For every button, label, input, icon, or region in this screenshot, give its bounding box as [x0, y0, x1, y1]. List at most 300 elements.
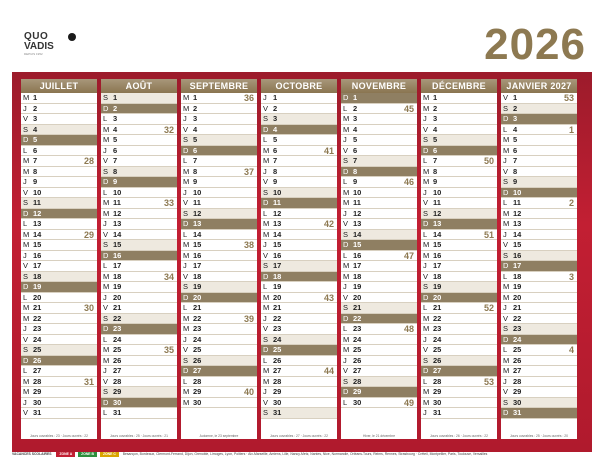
day-row [21, 251, 97, 262]
brand-logo [24, 32, 84, 62]
day-number: 9 [513, 177, 518, 186]
day-number: 4 [33, 124, 38, 134]
day-number: 28 [353, 376, 362, 386]
day-row [421, 135, 497, 146]
day-row [421, 345, 497, 356]
day-row [421, 387, 497, 398]
day-row [261, 167, 337, 178]
day-row [501, 293, 577, 304]
day-number: 3 [273, 114, 278, 123]
day-row [501, 303, 577, 314]
day-number: 18 [353, 271, 362, 281]
day-letter: L [103, 187, 108, 197]
day-number: 19 [113, 282, 122, 291]
day-row [101, 135, 177, 146]
footer-text: Besançon, Bordeaux, Clermont-Ferrand, Dijon, Grenoble, Limoges, Lyon, Poitiers · Aix-Marseille, Amiens, Lille, Nancy-Metz, Nantes, Nice, Normandie, Orléans-Tours, Reims, Rennes, Strasbourg · Créteil, Montpellier, Paris, Toulouse, Versailles [122, 452, 488, 456]
week-number: 30 [83, 303, 94, 313]
day-number: 23 [273, 324, 282, 333]
day-row [261, 146, 337, 157]
day-letter: V [23, 261, 29, 270]
day-row [181, 335, 257, 346]
day-number: 13 [113, 219, 122, 228]
brand-mark-icon [68, 33, 76, 41]
day-number: 1 [433, 93, 438, 102]
day-number: 27 [273, 366, 282, 375]
day-number: 27 [513, 366, 522, 375]
day-number: 29 [513, 387, 522, 396]
day-letter: V [343, 366, 349, 375]
day-row [181, 188, 257, 199]
day-row [421, 282, 497, 293]
day-number: 13 [353, 219, 362, 228]
day-number: 4 [193, 124, 198, 134]
day-letter: M [423, 177, 430, 186]
day-letter: M [183, 397, 190, 407]
day-letter: D [503, 187, 509, 197]
day-row [421, 303, 497, 314]
day-row [501, 156, 577, 167]
day-row [421, 177, 497, 188]
month-header: SEPTEMBRE [181, 79, 257, 93]
day-row [341, 272, 417, 283]
day-letter: L [23, 366, 28, 375]
day-row [181, 356, 257, 367]
day-letter: L [23, 292, 28, 302]
day-letter: M [343, 271, 350, 281]
day-letter: M [183, 250, 190, 260]
day-row [181, 272, 257, 283]
day-letter: M [183, 387, 190, 396]
day-letter: M [423, 250, 430, 260]
day-letter: V [103, 376, 109, 386]
day-number: 23 [433, 324, 442, 333]
day-number: 18 [33, 271, 42, 281]
day-number: 22 [513, 313, 522, 323]
day-row [501, 251, 577, 262]
week-number: 35 [163, 345, 174, 355]
day-row [341, 219, 417, 230]
day-row [101, 240, 177, 251]
day-row [421, 188, 497, 199]
day-row [181, 114, 257, 125]
day-letter: D [23, 282, 29, 291]
day-letter: S [103, 93, 109, 102]
day-row [101, 146, 177, 157]
day-letter: D [23, 208, 29, 218]
day-row [261, 125, 337, 136]
day-letter: S [263, 187, 269, 197]
day-letter: J [263, 240, 267, 249]
day-number: 13 [193, 219, 202, 228]
day-row [101, 167, 177, 178]
day-number: 10 [513, 187, 522, 197]
day-number: 22 [433, 313, 442, 323]
day-row [21, 114, 97, 125]
day-letter: M [423, 240, 430, 249]
day-letter: V [423, 345, 429, 354]
month-header: DÉCEMBRE [421, 79, 497, 93]
day-letter: J [343, 208, 347, 218]
week-number: 37 [243, 166, 254, 177]
day-letter: M [183, 313, 190, 323]
day-number: 5 [33, 135, 38, 144]
day-letter: S [23, 271, 29, 281]
day-letter: M [23, 93, 30, 102]
day-row [341, 335, 417, 346]
month-header: JUILLET [21, 79, 97, 93]
day-letter: M [103, 124, 110, 134]
day-letter: M [23, 156, 30, 165]
day-row [501, 167, 577, 178]
day-letter: M [343, 345, 350, 354]
day-row [261, 377, 337, 388]
day-number: 15 [513, 240, 522, 249]
day-row [501, 272, 577, 283]
day-row [421, 93, 497, 104]
day-letter: M [263, 303, 270, 312]
day-row [181, 146, 257, 157]
day-row [21, 240, 97, 251]
day-letter: S [503, 103, 509, 113]
day-number: 30 [113, 397, 122, 407]
zone-badge: ZONE A [56, 452, 75, 457]
day-letter: M [503, 145, 510, 155]
day-row [501, 93, 577, 104]
day-number: 1 [273, 93, 278, 102]
day-list [181, 93, 257, 408]
day-letter: M [23, 387, 30, 396]
day-number: 2 [513, 103, 518, 113]
day-row [181, 135, 257, 146]
day-letter: M [183, 93, 190, 102]
day-letter: V [23, 334, 29, 344]
day-number: 24 [353, 334, 362, 344]
day-letter: V [263, 177, 269, 186]
day-row [101, 251, 177, 262]
day-letter: M [503, 219, 510, 228]
day-letter: L [183, 376, 188, 386]
day-number: 20 [513, 292, 522, 302]
day-number: 25 [353, 345, 362, 354]
day-number: 4 [273, 124, 278, 134]
day-letter: J [183, 334, 187, 344]
day-row [501, 366, 577, 377]
day-number: 9 [433, 177, 438, 186]
day-letter: L [423, 156, 428, 165]
day-letter: D [103, 177, 109, 186]
day-row [181, 366, 257, 377]
week-number: 48 [403, 324, 414, 334]
day-letter: M [423, 166, 430, 176]
week-number: 50 [483, 156, 494, 166]
week-number: 49 [403, 397, 414, 408]
day-row [261, 366, 337, 377]
day-number: 16 [433, 250, 442, 260]
day-row [261, 230, 337, 241]
week-number: 3 [568, 271, 574, 282]
day-letter: V [503, 93, 509, 102]
day-letter: M [503, 355, 510, 365]
day-number: 21 [433, 303, 442, 312]
week-number: 39 [243, 313, 254, 324]
day-number: 21 [513, 303, 522, 312]
day-row [341, 198, 417, 209]
day-number: 6 [433, 145, 438, 155]
day-letter: J [103, 292, 107, 302]
day-row [21, 135, 97, 146]
day-letter: M [423, 313, 430, 323]
day-letter: L [343, 397, 348, 407]
day-number: 11 [353, 198, 361, 207]
day-number: 19 [33, 282, 42, 291]
day-row [21, 356, 97, 367]
day-letter: V [343, 219, 349, 228]
day-row [501, 387, 577, 398]
day-row [341, 104, 417, 115]
week-number: 41 [323, 145, 334, 156]
day-row [101, 366, 177, 377]
day-row [261, 303, 337, 314]
day-number: 17 [33, 261, 42, 270]
day-row [181, 324, 257, 335]
day-row [341, 188, 417, 199]
day-letter: L [503, 124, 508, 134]
day-number: 28 [33, 376, 42, 386]
day-number: 31 [433, 408, 442, 417]
day-letter: L [503, 271, 508, 281]
day-row [261, 324, 337, 335]
day-row [341, 125, 417, 136]
day-number: 31 [513, 408, 522, 417]
day-list [21, 93, 97, 419]
day-row [101, 408, 177, 419]
day-letter: L [103, 114, 108, 123]
day-number: 17 [113, 261, 122, 270]
day-number: 9 [353, 177, 358, 186]
day-row [261, 398, 337, 409]
month-header: AOÛT [101, 79, 177, 93]
day-number: 6 [113, 145, 118, 155]
day-number: 24 [433, 334, 442, 344]
day-number: 14 [273, 229, 282, 239]
day-number: 31 [273, 408, 282, 417]
day-letter: J [183, 114, 187, 123]
day-number: 11 [33, 198, 41, 207]
day-letter: S [343, 376, 349, 386]
day-row [501, 398, 577, 409]
day-letter: J [263, 313, 267, 323]
day-row [181, 93, 257, 104]
day-number: 18 [513, 271, 522, 281]
day-letter: M [23, 376, 30, 386]
day-number: 5 [353, 135, 358, 144]
day-row [261, 345, 337, 356]
day-number: 1 [33, 93, 38, 102]
day-letter: J [263, 93, 267, 102]
day-letter: D [423, 219, 429, 228]
day-letter: M [103, 282, 110, 291]
day-letter: D [423, 292, 429, 302]
day-number: 26 [33, 355, 42, 365]
day-letter: V [503, 240, 509, 249]
day-row [501, 209, 577, 220]
day-letter: M [23, 166, 30, 176]
day-number: 5 [273, 135, 278, 144]
day-row [101, 345, 177, 356]
day-letter: M [343, 261, 350, 270]
day-number: 11 [113, 198, 121, 207]
day-row [421, 104, 497, 115]
day-row [501, 198, 577, 209]
day-number: 31 [113, 408, 122, 417]
day-letter: D [263, 124, 269, 134]
month-column [501, 79, 577, 439]
zones-list [56, 452, 121, 456]
day-number: 2 [273, 103, 278, 113]
day-number: 28 [113, 376, 122, 386]
day-row [101, 104, 177, 115]
day-letter: D [263, 345, 269, 354]
day-row [421, 125, 497, 136]
day-number: 21 [113, 303, 122, 312]
day-number: 10 [273, 187, 282, 197]
day-list [501, 93, 577, 419]
week-number: 43 [323, 292, 334, 303]
day-row [181, 125, 257, 136]
day-number: 26 [353, 355, 362, 365]
day-row [181, 261, 257, 272]
brand-line1: QUO [24, 31, 49, 42]
day-number: 9 [273, 177, 278, 186]
day-row [341, 293, 417, 304]
day-number: 4 [513, 124, 518, 134]
week-number: 52 [483, 303, 494, 313]
week-number: 1 [568, 124, 574, 135]
day-letter: V [503, 313, 509, 323]
day-number: 22 [353, 313, 362, 323]
day-row [101, 293, 177, 304]
day-number: 28 [433, 376, 442, 386]
day-number: 24 [513, 334, 522, 344]
day-row [21, 177, 97, 188]
day-row [261, 93, 337, 104]
month-footnote: Jours ouvrables : 27 · Jours ouvrés : 22 [270, 434, 328, 438]
day-row [181, 209, 257, 220]
day-number: 15 [273, 240, 282, 249]
day-row [501, 114, 577, 125]
month-column [421, 79, 497, 439]
day-row [261, 104, 337, 115]
day-letter: M [183, 324, 190, 333]
day-letter: S [183, 355, 189, 365]
day-number: 16 [353, 250, 362, 260]
day-row [261, 335, 337, 346]
day-letter: J [423, 114, 427, 123]
week-number: 32 [163, 124, 174, 135]
day-row [181, 314, 257, 325]
day-number: 4 [353, 124, 358, 134]
day-row [21, 324, 97, 335]
day-number: 14 [113, 229, 122, 239]
day-row [261, 240, 337, 251]
day-letter: D [343, 387, 349, 396]
day-number: 26 [113, 355, 122, 365]
day-letter: J [423, 187, 427, 197]
day-row [421, 356, 497, 367]
day-letter: S [423, 282, 429, 291]
school-holidays-footer [12, 452, 592, 462]
day-letter: J [263, 387, 267, 396]
day-letter: M [23, 240, 30, 249]
day-number: 28 [193, 376, 202, 386]
day-letter: L [423, 303, 428, 312]
day-number: 7 [433, 156, 438, 165]
day-row [181, 177, 257, 188]
day-letter: J [23, 177, 27, 186]
day-letter: J [23, 324, 27, 333]
day-letter: M [103, 355, 110, 365]
day-letter: V [103, 229, 109, 239]
day-number: 19 [273, 282, 282, 291]
day-number: 13 [433, 219, 442, 228]
day-row [261, 188, 337, 199]
day-letter: S [103, 166, 109, 176]
day-number: 12 [433, 208, 442, 218]
day-row [21, 282, 97, 293]
day-row [501, 345, 577, 356]
day-row [101, 177, 177, 188]
day-row [261, 387, 337, 398]
day-row [261, 198, 337, 209]
day-number: 11 [193, 198, 201, 207]
day-row [181, 293, 257, 304]
day-number: 5 [113, 135, 118, 144]
day-letter: S [503, 177, 509, 186]
day-number: 7 [273, 156, 278, 165]
day-number: 12 [513, 208, 522, 218]
day-number: 8 [513, 166, 518, 176]
day-letter: V [263, 103, 269, 113]
day-number: 21 [33, 303, 42, 312]
day-row [501, 240, 577, 251]
week-number: 51 [483, 229, 494, 240]
day-row [181, 219, 257, 230]
day-number: 8 [33, 166, 38, 176]
day-row [181, 240, 257, 251]
day-row [21, 125, 97, 136]
day-number: 6 [193, 145, 198, 155]
day-row [501, 125, 577, 136]
day-letter: M [103, 198, 110, 207]
day-number: 2 [353, 103, 358, 113]
day-row [501, 261, 577, 272]
day-number: 31 [33, 408, 42, 417]
day-number: 2 [33, 103, 38, 113]
day-row [21, 93, 97, 104]
day-number: 3 [433, 114, 438, 123]
day-number: 27 [33, 366, 42, 375]
brand-line3: DEPUIS 1952 [24, 52, 43, 56]
day-row [341, 156, 417, 167]
day-number: 9 [193, 177, 198, 186]
day-letter: D [343, 313, 349, 323]
month-footnote: Hiver, le 21 décembre [362, 434, 396, 438]
day-letter: L [263, 355, 268, 365]
day-number: 15 [193, 240, 202, 249]
day-letter: V [103, 156, 109, 165]
day-number: 14 [353, 229, 362, 239]
day-letter: J [23, 397, 27, 407]
